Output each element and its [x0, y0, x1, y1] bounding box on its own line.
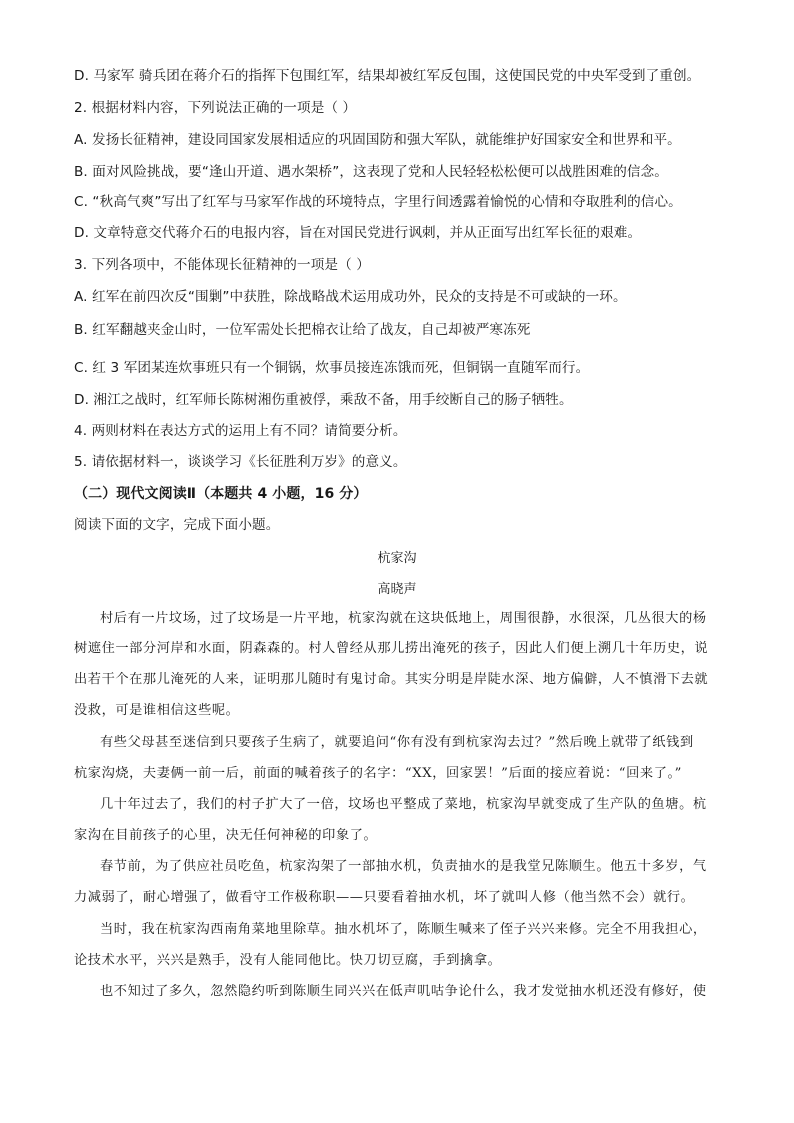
question-2: 2. 根据材料内容，下列说法正确的一项是（ ）	[74, 100, 357, 116]
option-3a: A. 红军在前四次反“围剿”中获胜，除战略战术运用成功外，民众的支持是不可或缺的一环。	[74, 289, 627, 305]
option-2d: D. 文章特意交代蒋介石的电报内容，旨在对国民党进行讽刺，并从正面写出红军长征的艰难。	[74, 225, 642, 241]
paragraph-2-line-2: 杭家沟烧，夫妻俩一前一后，前面的喊着孩子的名字：“XX，回家罢！”后面的接应着说：“回来了。”	[74, 766, 683, 781]
paragraph-1-line-4: 没救，可是谁相信这些呢。	[74, 703, 240, 718]
question-3: 3. 下列各项中，不能体现长征精神的一项是（ ）	[74, 257, 370, 273]
paragraph-4-line-2: 力减弱了，耐心增强了，做看守工作极称职——只要看着抽水机，坏了就叫人修（他当然不会）就行。	[74, 890, 695, 905]
paragraph-1-line-2: 树遮住一部分河岸和水面，阴森森的。村人曾经从那儿捞出淹死的孩子，因此人们便上溯几十年历史，说	[74, 641, 709, 656]
question-4: 4. 两则材料在表达方式的运用上有不同？请简要分析。	[74, 423, 407, 439]
question-5: 5. 请依据材料一，谈谈学习《长征胜利万岁》的意义。	[74, 454, 407, 470]
paragraph-5-line-2: 论技术水平，兴兴是熟手，没有人能同他比。快刀切豆腐，手到擒拿。	[74, 953, 502, 968]
paragraph-1-line-1: 村后有一片坟场，过了坟场是一片平地，杭家沟就在这块低地上，周围很静，水很深，几丛很大的杨	[100, 611, 707, 626]
paragraph-3-line-2: 家沟在目前孩子的心里，决无任何神秘的印象了。	[74, 828, 378, 843]
option-2c: C. “秋高气爽”写出了红军与马家军作战的环境特点，字里行间透露着愉悦的心情和夺取胜利的信心。	[74, 194, 682, 210]
option-1d: D. 马家军 骑兵团在蒋介石的指挥下包围红军，结果却被红军反包围，这使国民党的中央军受到了重创。	[74, 68, 701, 84]
paragraph-4-line-1: 春节前，为了供应社员吃鱼，杭家沟架了一部抽水机，负责抽水的是我堂兄陈顺生。他五十多岁，气	[100, 859, 707, 874]
paragraph-5-line-1: 当时，我在杭家沟西南角菜地里除草。抽水机坏了，陈顺生喊来了侄子兴兴来修。完全不用我担心，	[100, 922, 707, 937]
option-3c: C. 红 3 军团某连炊事班只有一个铜锅，炊事员接连冻饿而死，但铜锅一直随军而行。	[74, 360, 590, 376]
reading-instruction: 阅读下面的文字，完成下面小题。	[74, 517, 280, 533]
paragraph-3-line-1: 几十年过去了，我们的村子扩大了一倍，坟场也平整成了菜地，杭家沟早就变成了生产队的鱼塘。杭	[100, 797, 707, 812]
option-3d: D. 湘江之战时，红军师长陈树湘伤重被俘，乘敌不备，用手绞断自己的肠子牺牲。	[74, 392, 573, 408]
option-2a: A. 发扬长征精神，建设同国家发展相适应的巩固国防和强大军队，就能维护好国家安全和世界和平。	[74, 132, 681, 148]
section-heading: （二）现代文阅读Ⅱ（本题共 4 小题，16 分）	[74, 486, 368, 502]
paragraph-2-line-1: 有些父母甚至迷信到只要孩子生病了，就要追问“你有没有到杭家沟去过？”然后晚上就带了纸钱到	[100, 735, 694, 750]
story-title: 杭家沟	[377, 551, 417, 566]
option-2b: B. 面对风险挑战，要“逢山开道、遇水架桥”，这表现了党和人民轻轻松松便可以战胜困难的信念。	[74, 164, 668, 180]
paragraph-1-line-3: 出若干个在那儿淹死的人来，证明那儿随时有鬼讨命。其实分明是岸陡水深、地方偏僻，人不慎滑下去就	[74, 672, 709, 687]
paragraph-6-line-1: 也不知过了多久，忽然隐约听到陈顺生同兴兴在低声叽咕争论什么，我才发觉抽水机还没有修好，使	[100, 984, 707, 999]
story-author: 高晓声	[377, 582, 417, 597]
option-3b: B. 红军翻越夹金山时，一位军需处长把棉衣让给了战友，自己却被严寒冻死	[74, 322, 531, 338]
